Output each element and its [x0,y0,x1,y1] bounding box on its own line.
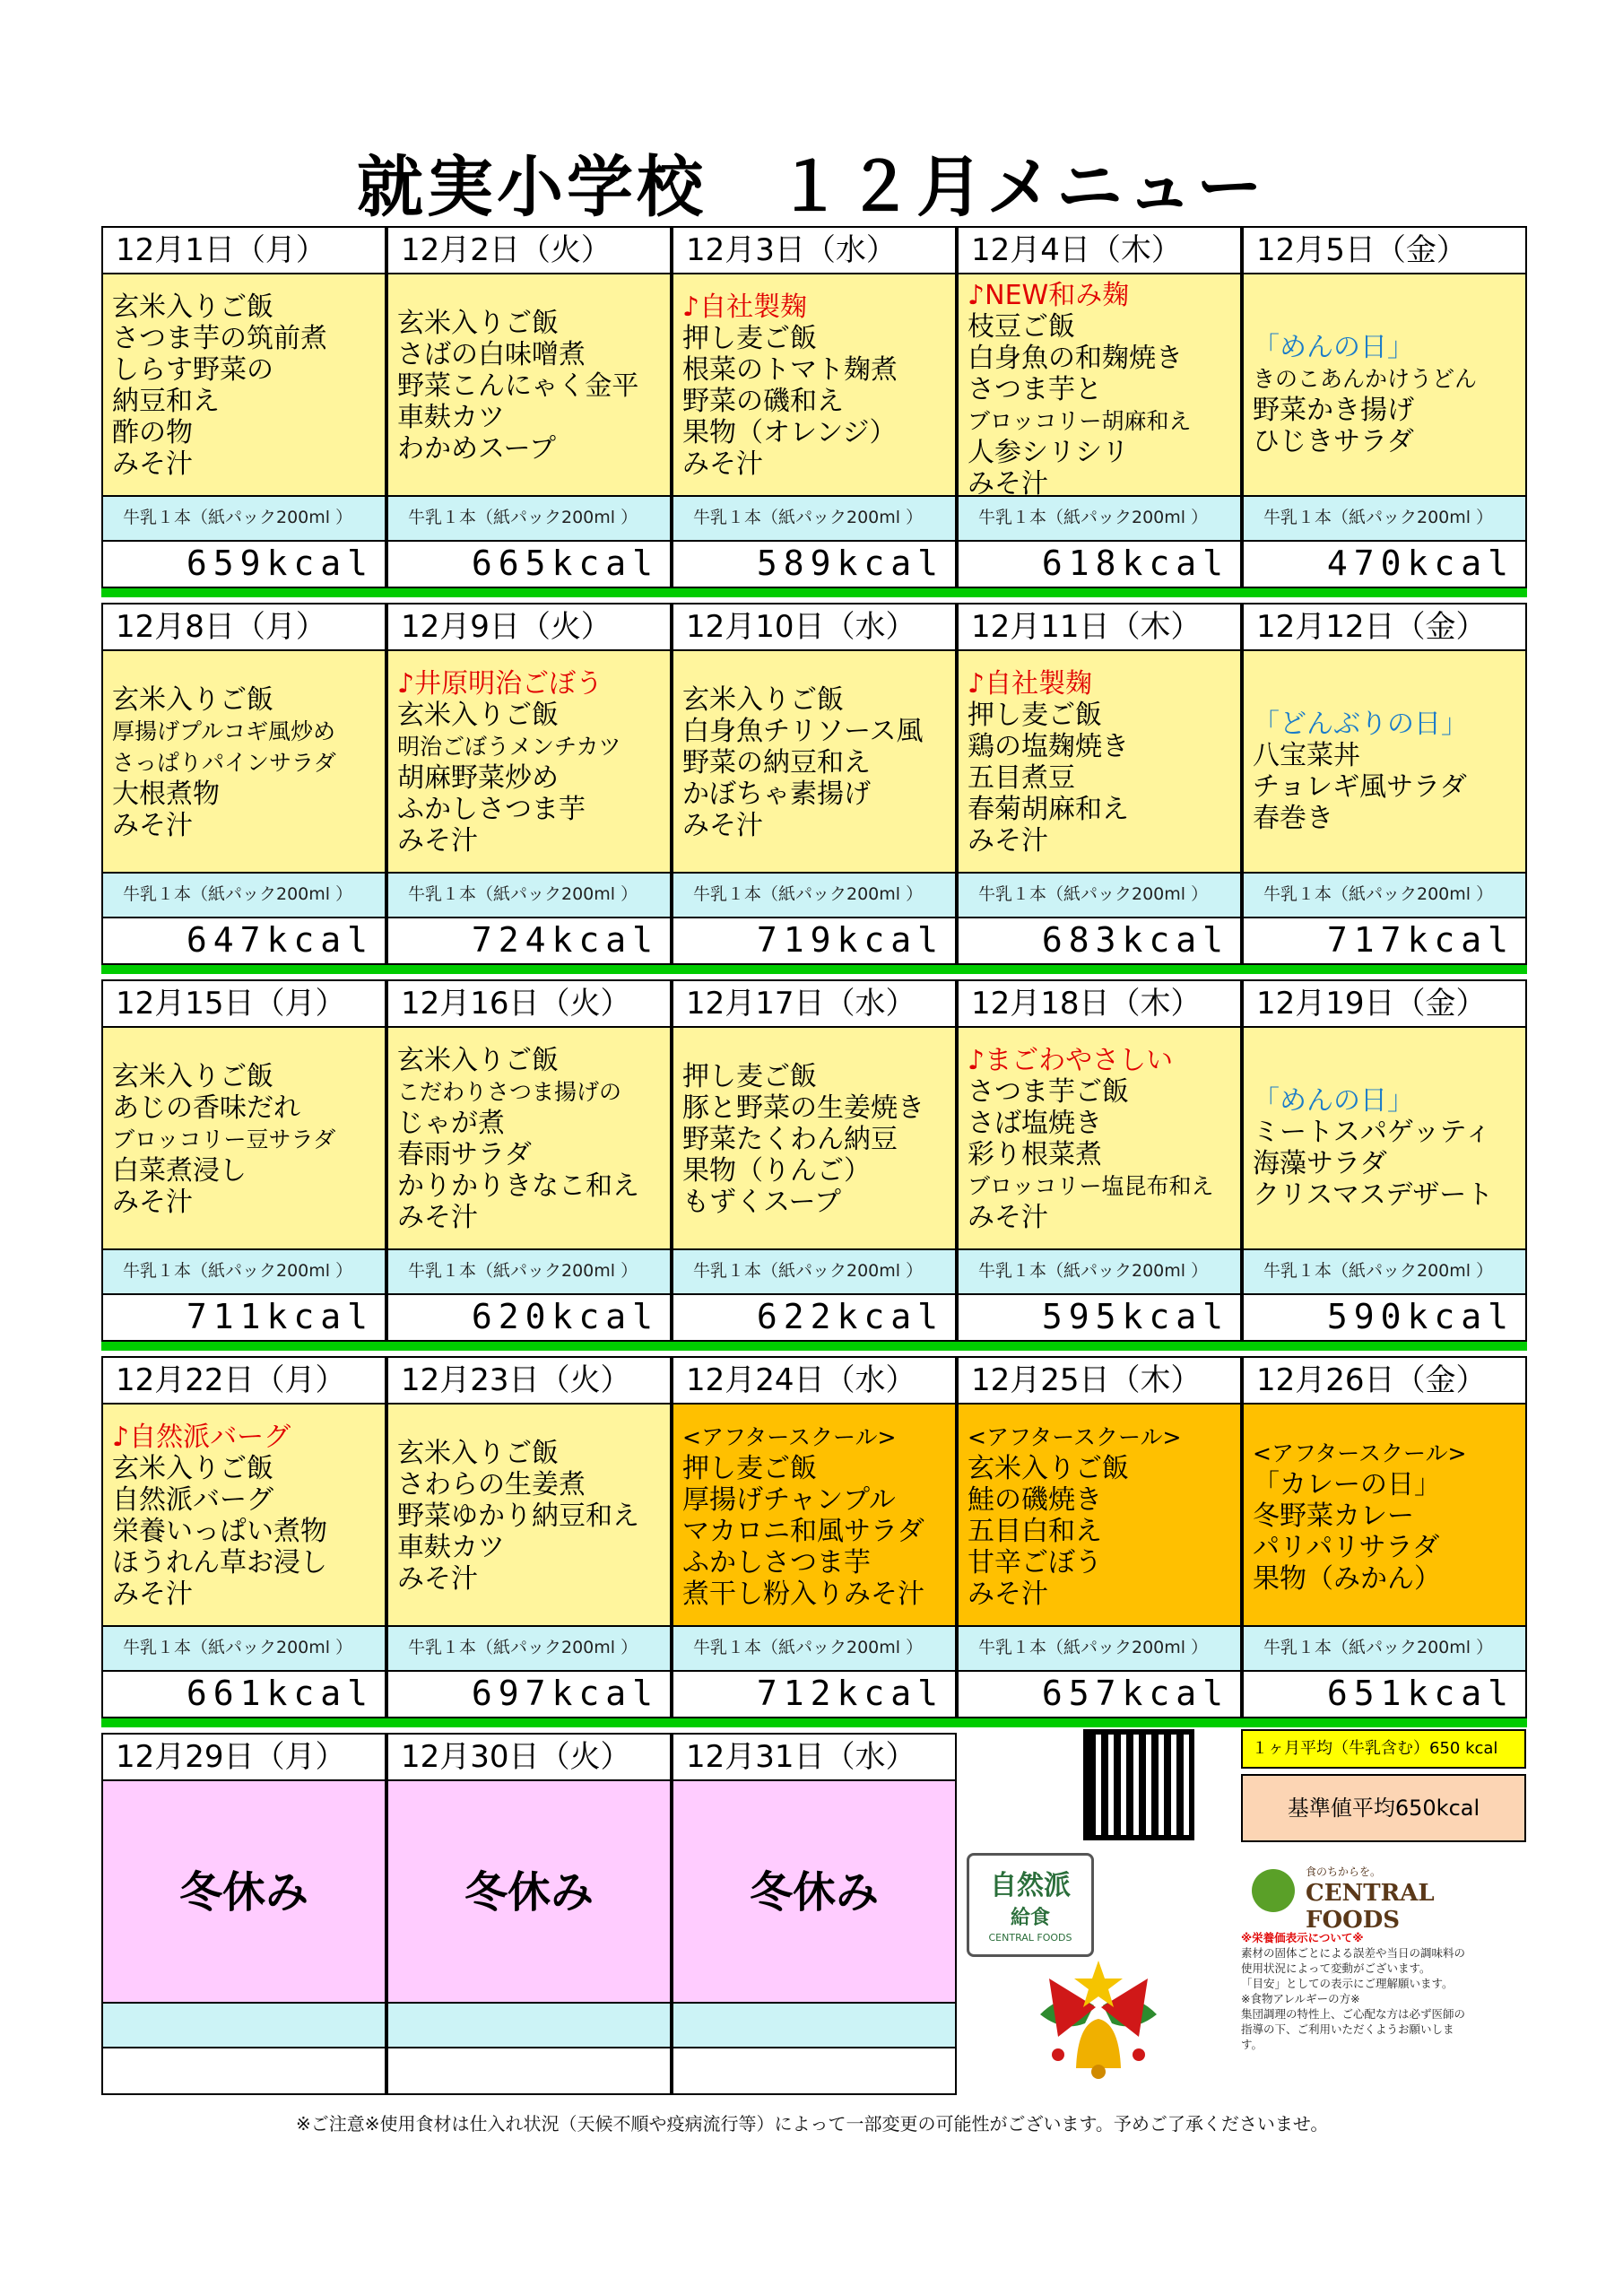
menu-item: みそ汁 [112,810,193,841]
nutrition-note [1241,1930,1528,2052]
milk-label: 牛乳１本（紙パック200ml ） [101,1627,386,1672]
central-foods-tagline: 食のちからを。 [1306,1866,1382,1878]
menu-item: みそ汁 [397,825,478,857]
day-date: 12月31日（水） [672,1733,957,1781]
menu-item: 玄米入りご飯 [682,684,844,716]
day-date: 12月16日（火） [386,979,672,1028]
menu-item: 酢の物 [112,417,193,448]
menu-item: 厚揚げプルコギ風炒め [112,718,336,744]
leaf-icon [1252,1869,1295,1912]
menu-item: 冬野菜カレー [1253,1500,1414,1532]
menu-item: 車麸カツ [397,1532,505,1563]
menu-list [672,1405,957,1627]
milk-label: 牛乳１本（紙パック200ml ） [1242,1627,1527,1672]
menu-list [1242,651,1527,874]
day-cell [957,1356,1242,1733]
day-date: 12月24日（水） [672,1356,957,1405]
menu-item: 大根煮物 [112,778,220,810]
footer-notice: ※ご注意※使用食材は仕入れ状況（天候不順や疫病流行等）によって一部変更の可能性がございます。予めご了承くださいませ。 [296,2113,1329,2135]
central-foods-name: CENTRAL FOODS [1306,1880,1435,1934]
menu-list [386,651,672,874]
menu-item: 白身魚の和麹焼き [968,343,1183,374]
milk-label: 牛乳１本（紙パック200ml ） [672,1250,957,1295]
kcal-value: 622kcal [672,1295,957,1342]
page-title: 就実小学校 １２月メニュー [357,149,1266,226]
menu-item: さっぱりパインサラダ [112,750,336,776]
day-date: 12月12日（金） [1242,603,1527,651]
milk-label: 牛乳１本（紙パック200ml ） [101,874,386,918]
kcal-value: 659kcal [101,542,386,588]
day-cell [672,603,957,979]
kcal-value: 724kcal [386,918,672,965]
empty-kcal-row [101,2048,386,2095]
shizenha-logo-line1: 自然派 [990,1870,1071,1901]
menu-item: みそ汁 [112,448,193,480]
kcal-value: 661kcal [101,1672,386,1718]
menu-item: 豚と野菜の生姜焼き [682,1092,924,1124]
milk-label: 牛乳１本（紙パック200ml ） [672,497,957,542]
menu-list [1242,1405,1527,1627]
monthly-average: １ヶ月平均（牛乳含む）650 kcal [1241,1729,1526,1769]
milk-label: 牛乳１本（紙パック200ml ） [957,1627,1242,1672]
empty-milk-row [101,2004,386,2048]
kcal-value: 620kcal [386,1295,672,1342]
menu-highlight: ♪自然派バーグ [112,1422,291,1453]
holiday-label: 冬休み [386,1781,672,2004]
menu-item: チョレギ風サラダ [1253,771,1467,803]
kcal-value: 683kcal [957,918,1242,965]
day-cell [1242,979,1527,1356]
empty-milk-row [672,2004,957,2048]
day-date: 12月19日（金） [1242,979,1527,1028]
day-cell [101,979,386,1356]
day-date: 12月29日（月） [101,1733,386,1781]
menu-item: みそ汁 [968,1202,1048,1233]
nutrition-note-line: 集団調理の特性上、ご心配な方は必ず医師の [1241,2007,1466,2021]
menu-item: 五目白和え [968,1516,1102,1547]
christmas-bell-icon [1031,1952,1166,2086]
menu-item: ミートスパゲッティ [1253,1117,1492,1148]
menu-item: 押し麦ご飯 [968,700,1102,731]
menu-item: 白菜煮浸し [112,1155,247,1187]
day-date: 12月17日（水） [672,979,957,1028]
menu-highlight: ♪自社製麹 [968,668,1093,700]
menu-item: みそ汁 [397,1202,478,1233]
menu-list [101,274,386,497]
day-date: 12月22日（月） [101,1356,386,1405]
menu-item: 鶏の塩麹焼き [968,731,1129,762]
empty-kcal-row [386,2048,672,2095]
milk-label: 牛乳１本（紙パック200ml ） [672,1627,957,1672]
milk-label: 牛乳１本（紙パック200ml ） [957,1250,1242,1295]
menu-item: さばの白味噌煮 [397,339,586,370]
day-date: 12月9日（火） [386,603,672,651]
menu-item: 鮭の磯焼き [968,1484,1102,1516]
empty-kcal-row [672,2048,957,2095]
day-cell [386,1356,672,1733]
menu-theme: 「どんぶりの日」 [1253,709,1468,740]
menu-item: みそ汁 [112,1578,193,1610]
milk-label: 牛乳１本（紙パック200ml ） [101,1250,386,1295]
menu-item: マカロニ和風サラダ [682,1516,924,1547]
week-row [101,603,1527,979]
menu-item: しらす野菜の [112,354,273,386]
menu-item: 春菊胡麻和え [968,794,1129,825]
menu-item: クリスマスデザート [1253,1179,1494,1211]
empty-milk-row [386,2004,672,2048]
day-date: 12月4日（木） [957,226,1242,274]
day-date: 12月18日（木） [957,979,1242,1028]
day-date: 12月26日（金） [1242,1356,1527,1405]
menu-item: 玄米入りご飯 [397,1045,559,1076]
day-cell [672,226,957,603]
day-cell [957,603,1242,979]
day-cell [386,979,672,1356]
menu-item: 野菜の納豆和え [682,747,871,778]
central-foods-logo [1252,1864,1521,1934]
menu-item: 海藻サラダ [1253,1148,1387,1179]
menu-item: 甘辛ごぼう [968,1547,1102,1578]
menu-list [101,651,386,874]
menu-item: わかめスープ [397,433,556,465]
menu-list [101,1028,386,1250]
menu-list [672,1028,957,1250]
menu-item: 胡麻野菜炒め [397,762,559,794]
day-cell [1242,603,1527,979]
menu-item: ふかしさつま芋 [682,1547,871,1578]
week-divider [101,1342,1527,1351]
menu-item: 「カレーの日」 [1253,1469,1441,1500]
menu-item: 根菜のトマト麹煮 [682,354,898,386]
day-cell [386,226,672,603]
menu-item: さつま芋と [968,374,1102,405]
menu-list [1242,1028,1527,1250]
day-date: 12月23日（火） [386,1356,672,1405]
menu-item: 果物（オレンジ） [682,417,897,448]
milk-label: 牛乳１本（紙パック200ml ） [386,874,672,918]
menu-item: パリパリサラダ [1253,1532,1440,1563]
menu-item: 押し麦ご飯 [682,1061,817,1092]
menu-item: 野菜こんにゃく金平 [397,370,639,402]
menu-highlight: ♪井原明治ごぼう [397,668,603,700]
menu-list [672,274,957,497]
day-date: 12月3日（水） [672,226,957,274]
menu-list [1242,274,1527,497]
holiday-cell [386,1733,672,2109]
day-cell [101,603,386,979]
day-cell [101,226,386,603]
menu-item: 野菜ゆかり納豆和え [397,1500,639,1532]
day-cell [957,979,1242,1356]
menu-item: 煮干し粉入りみそ汁 [682,1578,924,1610]
kcal-value: 665kcal [386,542,672,588]
menu-item: <アフタースクール> [1253,1440,1467,1466]
kcal-value: 651kcal [1242,1672,1527,1718]
menu-calendar [101,226,1527,1733]
menu-item: 果物（みかん） [1253,1563,1441,1595]
menu-list [672,651,957,874]
menu-item: 玄米入りご飯 [112,1453,273,1484]
menu-item: さつま芋ご飯 [968,1076,1129,1108]
menu-list [386,1405,672,1627]
menu-item: ほうれん草お浸し [112,1547,327,1578]
menu-item: 玄米入りご飯 [112,1061,273,1092]
menu-item: 玄米入りご飯 [397,308,559,339]
menu-item: みそ汁 [968,1578,1048,1610]
menu-item: じゃが煮 [397,1108,505,1139]
nutrition-note-heading: ※栄養価表示について※ [1241,1931,1364,1944]
kcal-value: 712kcal [672,1672,957,1718]
week-divider [101,588,1527,597]
menu-item: 自然派バーグ [112,1484,273,1516]
holiday-label: 冬休み [101,1781,386,2004]
menu-item: 春巻き [1253,803,1333,834]
day-date: 12月30日（火） [386,1733,672,1781]
menu-list [957,1028,1242,1250]
menu-item: 枝豆ご飯 [968,311,1075,343]
week-row [101,979,1527,1356]
menu-list [957,651,1242,874]
menu-item: みそ汁 [968,468,1048,497]
shizenha-logo [967,1853,1094,1957]
qr-code[interactable] [1083,1729,1194,1840]
day-cell [1242,1356,1527,1733]
menu-item: さわらの生姜煮 [397,1469,586,1500]
day-cell [386,603,672,979]
menu-item: 明治ごぼうメンチカツ [397,734,621,760]
week-divider [101,1718,1527,1727]
menu-item: 納豆和え [112,386,220,417]
kcal-value: 697kcal [386,1672,672,1718]
day-cell [101,1356,386,1733]
menu-item: さば塩焼き [968,1108,1102,1139]
menu-item: みそ汁 [968,825,1048,857]
menu-item: <アフタースクール> [682,1424,897,1450]
menu-item: 押し麦ご飯 [682,1453,817,1484]
menu-item: 八宝菜丼 [1253,740,1360,771]
week-divider [101,965,1527,974]
menu-list [386,274,672,497]
day-date: 12月5日（金） [1242,226,1527,274]
day-date: 12月2日（火） [386,226,672,274]
day-cell [672,1356,957,1733]
menu-item: みそ汁 [397,1563,478,1595]
milk-label: 牛乳１本（紙パック200ml ） [957,874,1242,918]
nutrition-note-line: す。 [1241,2038,1263,2051]
menu-item: かぼちゃ素揚げ [682,778,871,810]
menu-list [386,1028,672,1250]
menu-item: 野菜たくわん納豆 [682,1124,898,1155]
standard-average: 基準値平均650kcal [1241,1774,1526,1842]
menu-item: 果物（りんご） [682,1155,871,1187]
week-row [101,226,1527,603]
day-date: 12月10日（水） [672,603,957,651]
kcal-value: 618kcal [957,542,1242,588]
menu-highlight: ♪自社製麹 [682,291,808,323]
day-cell [957,226,1242,603]
menu-item: ブロッコリー胡麻和え [968,408,1192,434]
kcal-value: 590kcal [1242,1295,1527,1342]
kcal-value: 657kcal [957,1672,1242,1718]
menu-highlight: ♪まごわやさしい [968,1045,1174,1076]
nutrition-note-line: 使用状況によって変動がございます。 [1241,1961,1431,1975]
nutrition-note-line: ※食物アレルギーの方※ [1241,1992,1360,2005]
milk-label: 牛乳１本（紙パック200ml ） [1242,1250,1527,1295]
nutrition-note-line: 指導の下、ご利用いただくようお願いしま [1241,2022,1454,2036]
milk-label: 牛乳１本（紙パック200ml ） [386,497,672,542]
milk-label: 牛乳１本（紙パック200ml ） [672,874,957,918]
kcal-value: 717kcal [1242,918,1527,965]
day-date: 12月15日（月） [101,979,386,1028]
milk-label: 牛乳１本（紙パック200ml ） [1242,497,1527,542]
menu-item: みそ汁 [682,448,763,480]
menu-item: 栄養いっぱい煮物 [112,1516,327,1547]
menu-item: 玄米入りご飯 [397,1438,559,1469]
menu-item: 人参シリシリ [968,437,1129,468]
menu-item: <アフタースクール> [968,1424,1182,1450]
menu-item: 玄米入りご飯 [112,291,273,323]
menu-item: 押し麦ご飯 [682,323,817,354]
week-row [101,1356,1527,1733]
day-date: 12月25日（木） [957,1356,1242,1405]
menu-item: みそ汁 [682,810,763,841]
nutrition-note-line: 「目安」としての表示にご理解願います。 [1241,1977,1454,1990]
menu-item: 玄米入りご飯 [397,700,559,731]
menu-item: ブロッコリー塩昆布和え [968,1173,1214,1199]
milk-label: 牛乳１本（紙パック200ml ） [386,1250,672,1295]
holiday-row [101,1733,962,2109]
menu-item: みそ汁 [112,1187,193,1218]
kcal-value: 711kcal [101,1295,386,1342]
menu-highlight: ♪NEW和み麹 [968,280,1130,311]
kcal-value: 589kcal [672,542,957,588]
menu-item: 玄米入りご飯 [968,1453,1129,1484]
milk-label: 牛乳１本（紙パック200ml ） [101,497,386,542]
holiday-label: 冬休み [672,1781,957,2004]
menu-list [957,274,1242,497]
menu-item: あじの香味だれ [112,1092,300,1124]
menu-item: もずくスープ [682,1187,841,1218]
menu-item: 五目煮豆 [968,762,1075,794]
day-date: 12月1日（月） [101,226,386,274]
menu-item: こだわりさつま揚げの [397,1079,622,1105]
menu-theme: 「めんの日」 [1253,332,1414,363]
menu-item: ふかしさつま芋 [397,794,586,825]
shizenha-logo-sub: CENTRAL FOODS [988,1932,1072,1944]
milk-label: 牛乳１本（紙パック200ml ） [1242,874,1527,918]
day-cell [1242,226,1527,603]
menu-item: かりかりきなこ和え [397,1170,639,1202]
menu-item: 玄米入りご飯 [112,684,273,716]
menu-item: 白身魚チリソース風 [682,716,924,747]
menu-item: きのこあんかけうどん [1253,366,1478,392]
day-cell [672,979,957,1356]
menu-theme: 「めんの日」 [1253,1085,1414,1117]
menu-item: 車麸カツ [397,402,505,433]
menu-item: さつま芋の筑前煮 [112,323,327,354]
menu-item: 野菜の磯和え [682,386,844,417]
kcal-value: 470kcal [1242,542,1527,588]
milk-label: 牛乳１本（紙パック200ml ） [386,1627,672,1672]
shizenha-logo-line2: 給食 [1010,1907,1050,1929]
menu-item: ブロッコリー豆サラダ [112,1126,336,1152]
menu-item: 春雨サラダ [397,1139,532,1170]
day-date: 12月8日（月） [101,603,386,651]
menu-item: 野菜かき揚げ [1253,395,1414,426]
day-date: 12月11日（木） [957,603,1242,651]
menu-item: 彩り根菜煮 [968,1139,1102,1170]
menu-list [957,1405,1242,1627]
milk-label: 牛乳１本（紙パック200ml ） [957,497,1242,542]
holiday-cell [672,1733,957,2109]
menu-list [101,1405,386,1627]
nutrition-note-line: 素材の固体ごとによる誤差や当日の調味料の [1241,1946,1466,1960]
kcal-value: 595kcal [957,1295,1242,1342]
kcal-value: 647kcal [101,918,386,965]
holiday-cell [101,1733,386,2109]
menu-item: ひじきサラダ [1253,426,1414,457]
kcal-value: 719kcal [672,918,957,965]
menu-item: 厚揚げチャンプル [682,1484,896,1516]
